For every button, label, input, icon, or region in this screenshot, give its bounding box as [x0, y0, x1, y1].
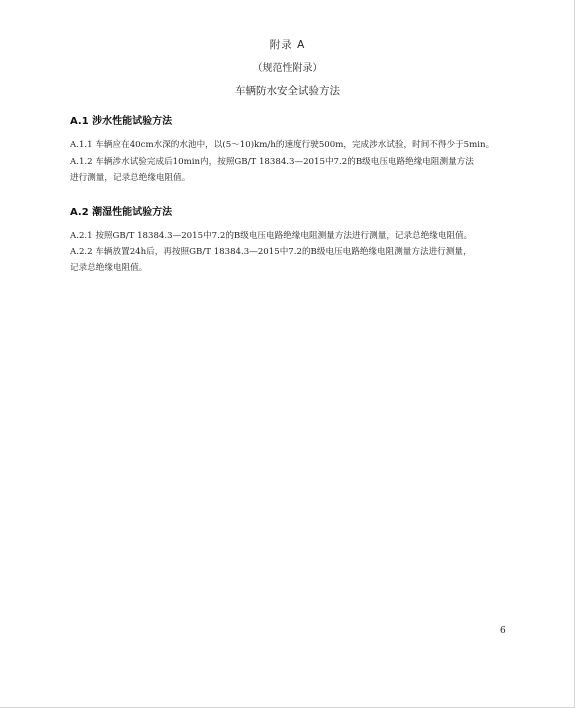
clause-a1-2-cont: 进行测量，记录总绝缘电阻值。 — [70, 173, 191, 183]
page-number: 6 — [500, 626, 506, 636]
annex-type: （规范性附录） — [252, 63, 323, 74]
section-heading-a1: A.1 涉水性能试验方法 — [70, 116, 173, 127]
section-heading-a2: A.2 潮湿性能试验方法 — [70, 207, 173, 218]
clause-a2-2: A.2.2 车辆放置24h后，再按照GB/T 18384.3—2015中7.2的B级电压电路绝缘电阻测量方法进行测量， — [70, 247, 472, 257]
clause-a1-1: A.1.1 车辆应在40cm水深的水池中，以(5～10)km/h的速度行驶500m，完成涉水试验，时间不得少于5min。 — [70, 140, 495, 150]
clause-a2-2-cont: 记录总绝缘电阻值。 — [70, 263, 148, 273]
clause-a1-2: A.1.2 车辆涉水试验完成后10min内，按照GB/T 18384.3—2015中7.2的B级电压电路绝缘电阻测量方法 — [70, 157, 474, 167]
annex-label: 附录 A — [269, 39, 306, 51]
clause-a2-1: A.2.1 按照GB/T 18384.3—2015中7.2的B级电压电路绝缘电阻测量方法进行测量，记录总绝缘电阻值。 — [70, 231, 473, 241]
page-title: 车辆防水安全试验方法 — [235, 85, 340, 97]
